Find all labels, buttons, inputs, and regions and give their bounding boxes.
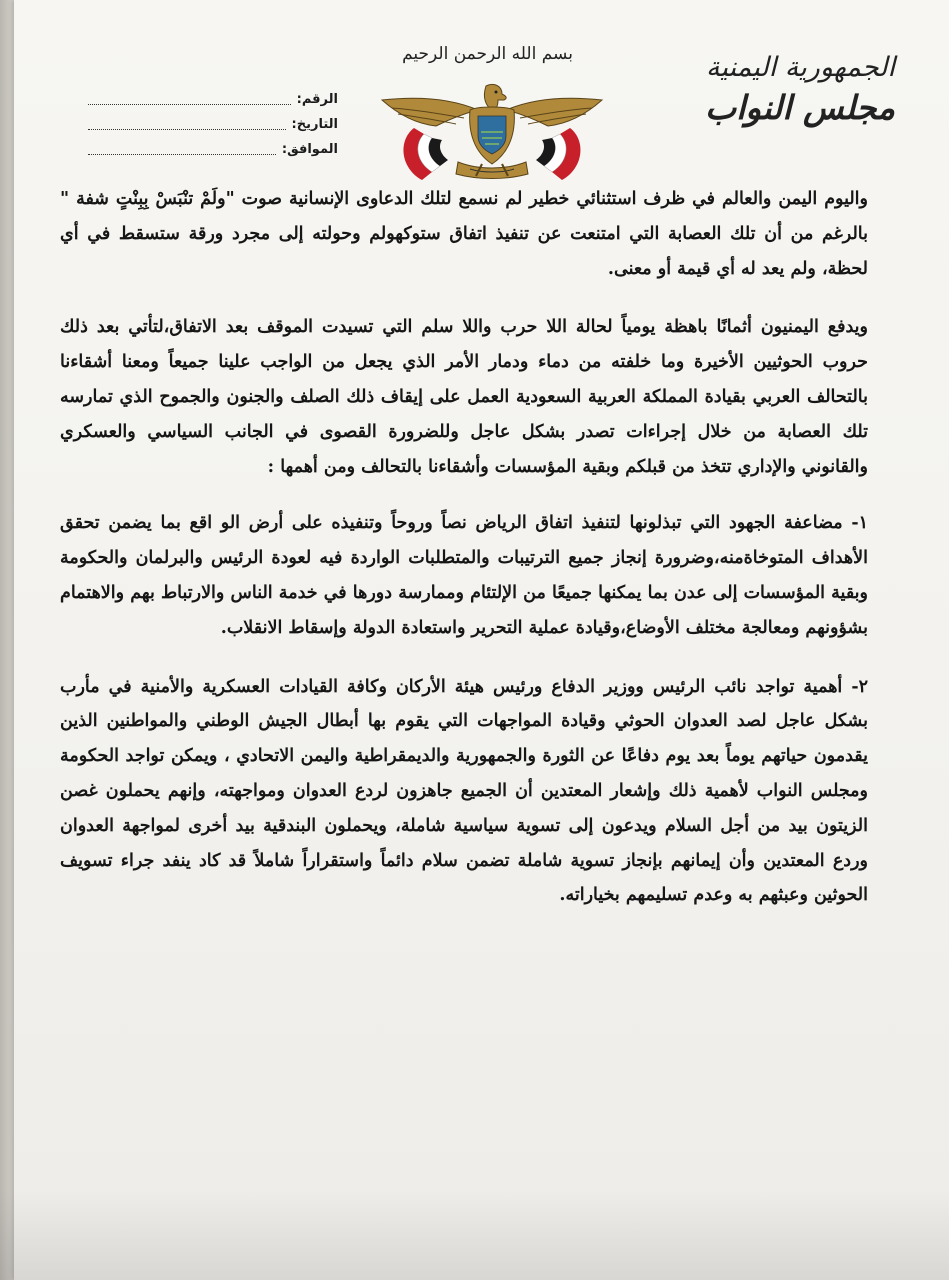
number-label: الرقم:: [296, 92, 338, 107]
republic-name: الجمهورية اليمنية: [705, 52, 895, 83]
corresponding-dotted-line: [88, 153, 276, 155]
paragraph-1: واليوم اليمن والعالم في ظرف استثنائي خطير لم نسمع لتلك الدعاوى الإنسانية صوت "ولَمْ تنْبَسْ بِبِنْتٍ شفة " بالرغم من أن تلك العصابة التي امتنعت عن تنفيذ اتفاق ستوكهولم وحولته إلى مجرد ورقة ستسقط في أي لحظة، ولم يعد له أي قيمة أو معنى.: [60, 189, 868, 279]
paragraph-2: ويدفع اليمنيون أثمانًا باهظة يومياً لحالة اللا حرب واللا سلم التي تسيدت الموقف بعد الاتفاق،لتأتي بعد ذلك حروب الحوثيين الأخيرة وما خلفته من دماء ودمار الأمر الذي يجعل من الواجب علينا جميعاً ومعنا أشقاءنا بالتحالف العربي بقيادة المملكة العربية السعودية العمل على إيقاف ذلك الصلف والجنون والجموح الذي تمارسه تلك العصابة من خلال إجراءات تصدر بشكل عاجل وللضرورة القصوى في الجانب السياسي والعسكري والقانوني والإداري تتخذ من قبلكم وبقية المؤسسات وأشقاءنا بالتحالف ومن أهمها :: [60, 317, 868, 477]
letter-body: [60, 182, 868, 913]
corresponding-date-field: [88, 142, 338, 157]
yemen-eagle-emblem-icon: [378, 80, 606, 186]
paragraph-4: ٢- أهمية تواجد نائب الرئيس ووزير الدفاع ورئيس هيئة الأركان وكافة القيادات العسكرية والأمنية في مأرب بشكل عاجل لصد العدوان الحوثي وقيادة المواجهات التي يقوم بها أبطال الجيش الوطني والمواطنين الذين يقدمون حياتهم يوماً بعد يوم دفاعًا عن الثورة والجمهورية والديمقراطية واليمن الاتحادي ، ويمكن تواجد الحكومة ومجلس النواب لأهمية ذلك وإشعار المعتدين أن الجميع جاهزون لردع العدوان ومواجهته، وإنهم يحملون غصن الزيتون بيد من أجل السلام ويدعون إلى تسوية سياسية شاملة، ويحملون البندقية بيد أخرى لمواجهة العدوان وردع المعتدين وأن إيمانهم بإنجاز تسوية شاملة تضمن سلام دائماً واستقراراً شاملاً قد كاد ينفد جراء تسويف الحوثين وعبثهم به وعدم تسليمهم بخياراته.: [60, 676, 868, 906]
number-field: [88, 92, 338, 107]
paragraph-3: ١- مضاعفة الجهود التي تبذلونها لتنفيذ اتفاق الرياض نصاً وروحاً وتنفيذه على أرض الو اقع بما يضمن تحقق الأهداف المتوخاةمنه،وضرورة إنجاز جميع الترتيبات والمتطلبات الواردة فيه لعودة الرئيس والبرلمان والحكومة وبقية المؤسسات إلى عدن بما يمكنها جميعًا من الإلتئام وممارسة دورها في خدمة الناس والارتباط بهم والاهتمام بشؤونهم ومعالجة مختلف الأوضاع،وقيادة عملية التحرير واستعادة الدولة وإسقاط الانقلاب.: [60, 513, 868, 638]
number-dotted-line: [88, 103, 291, 105]
date-field: [88, 117, 338, 132]
bismillah-calligraphy: بسم الله الرحمن الرحيم: [402, 44, 573, 64]
date-dotted-line: [88, 128, 286, 130]
date-label: التاريخ:: [291, 117, 338, 132]
corresponding-label: الموافق:: [281, 142, 338, 157]
organization-header: [645, 50, 895, 130]
parliament-name: مجلس النواب: [705, 88, 895, 127]
